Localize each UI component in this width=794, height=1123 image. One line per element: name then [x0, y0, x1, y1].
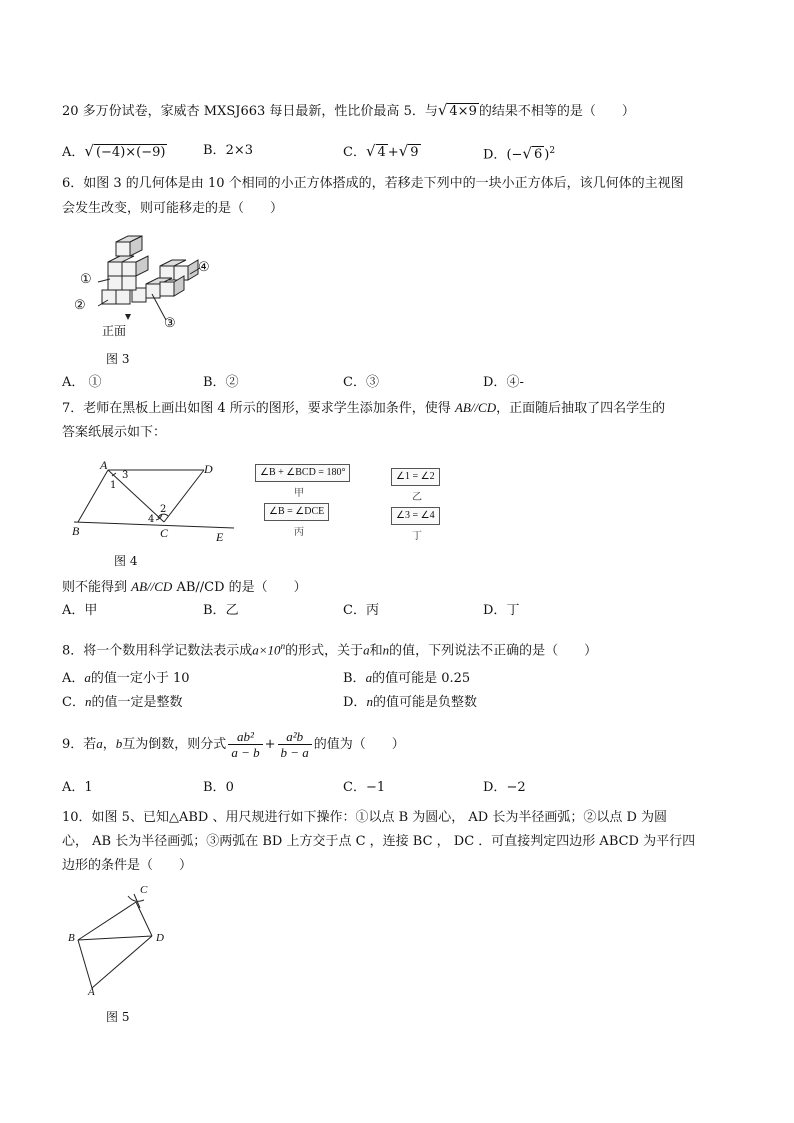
point-d: D [204, 462, 213, 476]
q7-option-a: A．甲 [62, 603, 98, 618]
q8-option-b: B．a的值可能是 0.25 [343, 670, 471, 686]
q7-option-d: D．丁 [483, 603, 520, 618]
answer-label-bing: 丙 [294, 527, 304, 538]
q10-stem-line1: 10．如图 5、已知△ABD 、用尺规进行如下操作：①以点 B 为圆心， AD 长为半径画弧；②以点 D 为圆 [62, 810, 668, 825]
point-c-fig5: C [140, 884, 148, 896]
answer-label-yi: 乙 [412, 492, 422, 503]
point-a: A [100, 458, 108, 472]
q6-stem-line1: 6．如图 3 的几何体是由 10 个相同的小正方体搭成的，若移走下列中的一块小正方体后，该几何体的主视图 [62, 176, 684, 191]
point-a-fig5: A [88, 986, 95, 998]
q5-option-c: C．√ 4 +√ 9 [343, 142, 419, 160]
q5-option-a: A．√ (−4)×(−9) [62, 142, 166, 160]
q9-option-d: D．−2 [483, 780, 526, 795]
angle-1: 1 [110, 480, 117, 491]
figure-3-label-4: ④ [198, 260, 210, 275]
point-b-fig5: B [68, 932, 75, 944]
figure-5-caption: 图 5 [106, 1010, 130, 1024]
point-e: E [216, 530, 224, 544]
q8-option-c: C．n的值一定是整数 [62, 694, 183, 710]
angle-3: 3 [122, 470, 129, 481]
answer-card-ding: ∠3 = ∠4 [391, 507, 440, 525]
point-d-fig5: D [156, 932, 164, 944]
q7-stem-line1: 7．老师在黑板上画出如图 4 所示的图形，要求学生添加条件，使得 AB//CD，正面随后抽取了四名学生的 [62, 400, 666, 416]
q5-stem: 20 多万份试卷，家威杏 MXSJ663 每日最新，性比价最高 5．与√ 4×9 的结果不相等的是（ ） [62, 101, 635, 119]
answer-label-jia: 甲 [294, 488, 304, 499]
q7-option-b: B．乙 [203, 603, 239, 618]
fraction-2: $\frac{\text{a²b}}{b - a}$ [278, 729, 312, 760]
q8-stem: 8．将一个数用科学记数法表示成$a\times 10^n$的形式，关于a和n的值，下列说法不正确的是（ ） [62, 641, 598, 659]
cube-stack-drawing [72, 232, 222, 342]
q6-option-a: A． ① [62, 375, 102, 390]
figure-4-parallelogram [64, 460, 244, 546]
answer-card-yi: ∠1 = ∠2 [391, 468, 440, 486]
q10-stem-line3: 边形的条件是（ ） [62, 858, 193, 873]
figure-3-cubes [72, 232, 222, 342]
figure-3-label-3: ③ [164, 316, 176, 331]
angle-2: 2 [160, 504, 167, 515]
angle-4: 4 [148, 514, 155, 525]
figure-3-front-label: 正面 [102, 324, 127, 338]
q6-option-d: D．④- [483, 375, 524, 390]
q8-option-d: D．n的值可能是负整数 [343, 694, 477, 710]
q9-option-c: C．−1 [343, 780, 386, 795]
q5-option-b: B．2×3 [203, 143, 253, 158]
figure-3-caption: 图 3 [106, 352, 130, 366]
point-c: C [160, 526, 169, 540]
q9-option-b: B．0 [203, 780, 234, 795]
q9-stem: 9．若a，b互为倒数，则分式 $\frac{\text{ab²}}{a - b}$ + $\frac{\text{a²b}}{b - a}$ 的值为（ ） [62, 729, 405, 760]
q6-stem-line2: 会发生改变，则可能移走的是（ ） [62, 201, 284, 216]
figure-3-label-2: ② [74, 298, 86, 313]
q6-option-b: B．② [203, 375, 239, 390]
figure-5-quadrilateral [66, 884, 176, 1000]
q7-option-c: C．丙 [343, 603, 379, 618]
answer-card-bing: ∠B = ∠DCE [264, 503, 329, 521]
q6-option-c: C．③ [343, 375, 379, 390]
figure-4-caption: 图 4 [114, 554, 138, 568]
fraction-1: $\frac{\text{ab²}}{a - b}$ [228, 729, 262, 760]
q9-option-a: A．1 [62, 780, 93, 795]
q7-stem-line2: 答案纸展示如下： [62, 425, 167, 440]
answer-label-ding: 丁 [412, 531, 422, 542]
q5-option-d: D．(−√ 6 )$^2$ [483, 144, 556, 163]
q8-option-a: A．a的值一定小于 10 [62, 670, 190, 686]
figure-3-label-1: ① [80, 272, 92, 287]
answer-card-jia: ∠B + ∠BCD = 180° [255, 464, 350, 482]
q7-question: 则不能得到 AB//CD AB//CD 的是（ ） [62, 579, 307, 595]
point-b: B [72, 524, 80, 538]
q10-stem-line2: 心， AB 长为半径画弧；③两弧在 BD 上方交于点 C ，连接 BC ， DC ．可直接判定四边形 ABCD 为平行四 [62, 834, 696, 849]
